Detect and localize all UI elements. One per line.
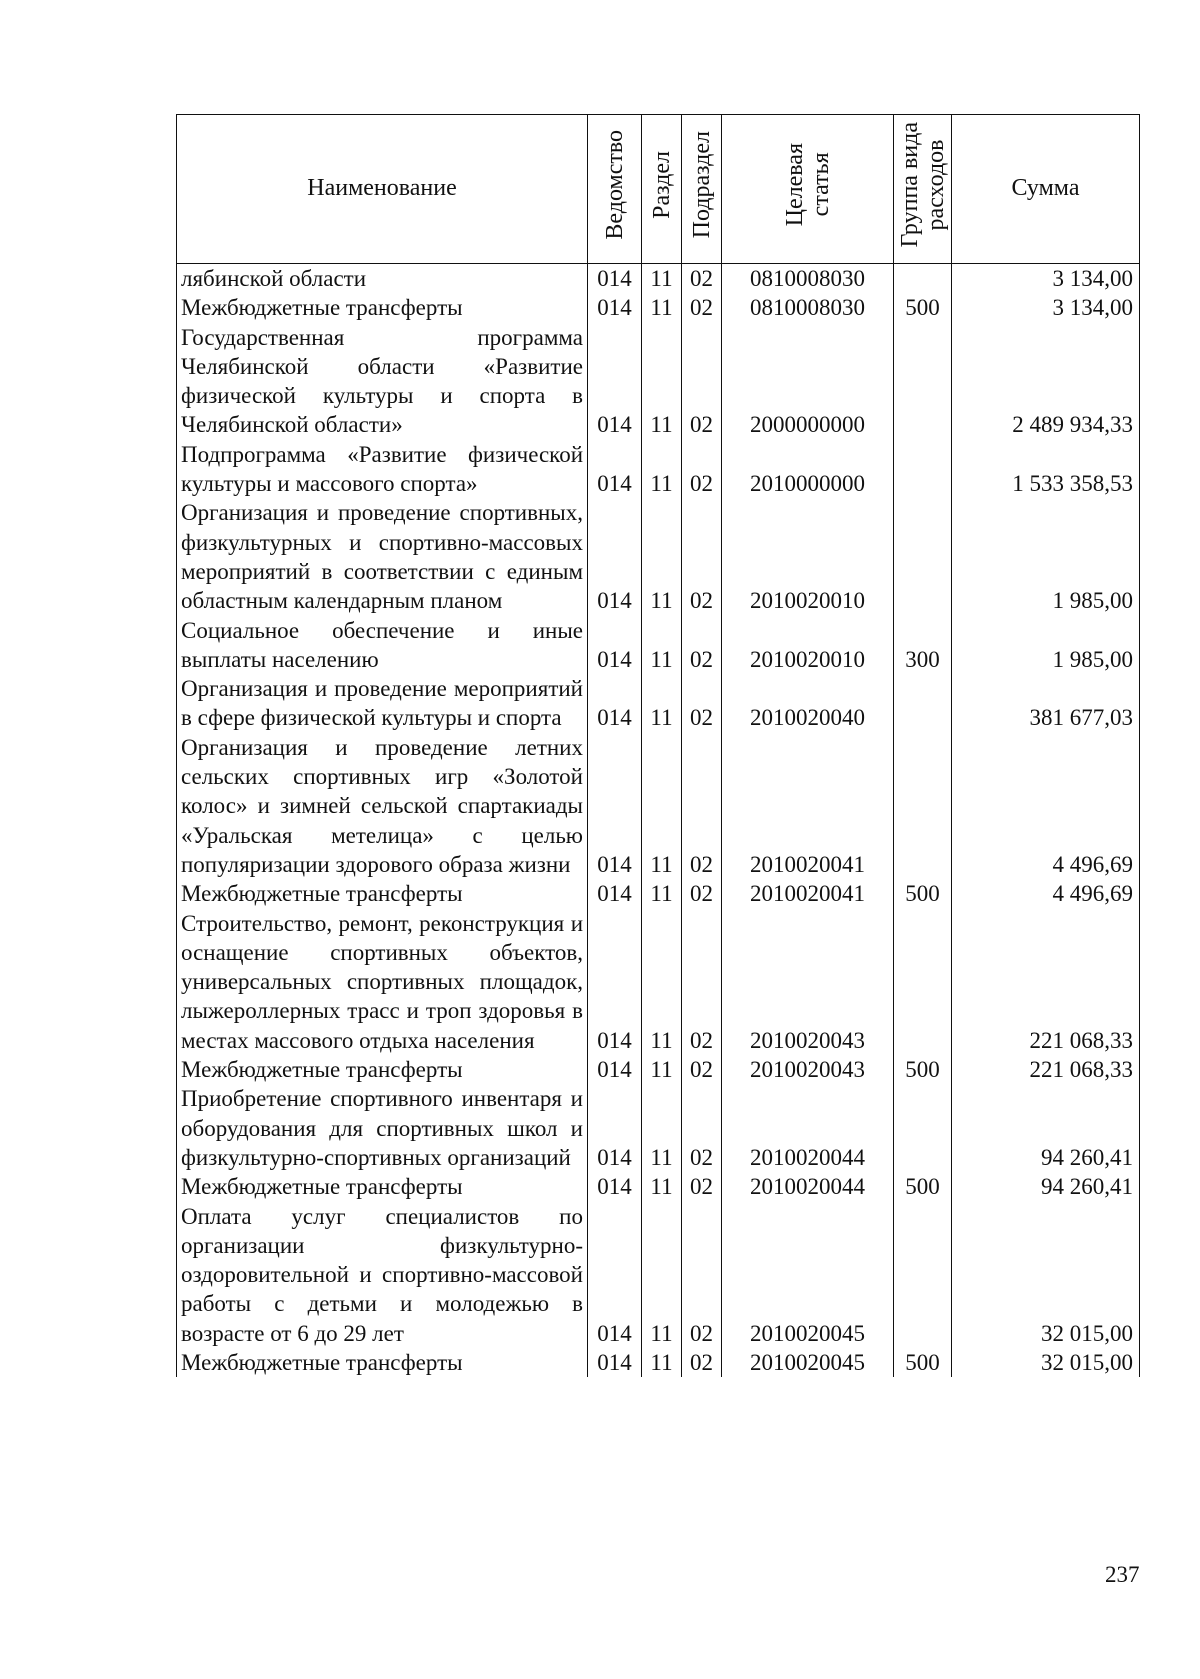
row-department: 014 [588, 1084, 642, 1172]
row-expense-group [894, 909, 952, 1055]
row-department: 014 [588, 1348, 642, 1377]
budget-table [176, 114, 1140, 1377]
row-name: Межбюджетные трансферты [177, 293, 588, 322]
header-subsection: Подраздел [682, 115, 722, 264]
row-target-item: 2010020040 [722, 674, 894, 733]
row-subsection: 02 [682, 440, 722, 499]
row-section: 11 [642, 323, 682, 440]
row-name: Межбюджетные трансферты [177, 1348, 588, 1377]
row-expense-group: 500 [894, 1172, 952, 1201]
row-department: 014 [588, 323, 642, 440]
row-department: 014 [588, 264, 642, 294]
row-target-item: 2010020041 [722, 879, 894, 908]
row-name: Организация и проведение спортивных, физкультурных и спортивно-массовых мероприятий в соответствии с единым областным календарным планом [177, 498, 588, 615]
row-section: 11 [642, 674, 682, 733]
row-target-item: 2010020044 [722, 1172, 894, 1201]
row-name: Приобретение спортивного инвентаря и оборудования для спортивных школ и физкультурно-спортивных организаций [177, 1084, 588, 1172]
row-subsection: 02 [682, 879, 722, 908]
row-department: 014 [588, 498, 642, 615]
row-subsection: 02 [682, 498, 722, 615]
row-name: Организация и проведение мероприятий в сфере физической культуры и спорта [177, 674, 588, 733]
row-section: 11 [642, 909, 682, 1055]
row-section: 11 [642, 1348, 682, 1377]
row-subsection: 02 [682, 323, 722, 440]
row-subsection: 02 [682, 909, 722, 1055]
table-row [177, 293, 1140, 322]
row-expense-group: 500 [894, 879, 952, 908]
row-name: Социальное обеспечение и иные выплаты населению [177, 616, 588, 675]
row-department: 014 [588, 1055, 642, 1084]
row-expense-group: 300 [894, 616, 952, 675]
row-expense-group: 500 [894, 1055, 952, 1084]
header-target-item: Целевая статья [722, 115, 894, 264]
row-amount: 3 134,00 [952, 293, 1140, 322]
row-amount: 32 015,00 [952, 1348, 1140, 1377]
row-subsection: 02 [682, 264, 722, 294]
row-target-item: 2010020043 [722, 1055, 894, 1084]
row-target-item: 2010020045 [722, 1348, 894, 1377]
header-section: Раздел [642, 115, 682, 264]
row-target-item: 2000000000 [722, 323, 894, 440]
table-row [177, 1172, 1140, 1201]
table-header-row [177, 115, 1140, 264]
row-name: Подпрограмма «Развитие физической культуры и массового спорта» [177, 440, 588, 499]
row-subsection: 02 [682, 1055, 722, 1084]
table-row [177, 674, 1140, 733]
row-target-item: 0810008030 [722, 264, 894, 294]
table-row [177, 323, 1140, 440]
table-row [177, 909, 1140, 1055]
row-expense-group [894, 1202, 952, 1348]
row-target-item: 2010020041 [722, 733, 894, 879]
header-expense-group: Группа вида расходов [894, 115, 952, 264]
row-section: 11 [642, 1172, 682, 1201]
row-section: 11 [642, 1055, 682, 1084]
row-department: 014 [588, 733, 642, 879]
row-expense-group: 500 [894, 1348, 952, 1377]
table-row [177, 498, 1140, 615]
row-subsection: 02 [682, 616, 722, 675]
row-amount: 32 015,00 [952, 1202, 1140, 1348]
row-amount: 1 985,00 [952, 498, 1140, 615]
row-expense-group [894, 323, 952, 440]
row-department: 014 [588, 1172, 642, 1201]
table-row [177, 1202, 1140, 1348]
row-expense-group [894, 440, 952, 499]
row-subsection: 02 [682, 1172, 722, 1201]
row-expense-group [894, 674, 952, 733]
row-target-item: 2010020043 [722, 909, 894, 1055]
row-section: 11 [642, 616, 682, 675]
row-department: 014 [588, 616, 642, 675]
row-target-item: 2010020010 [722, 498, 894, 615]
row-target-item: 2010020044 [722, 1084, 894, 1172]
row-amount: 94 260,41 [952, 1084, 1140, 1172]
row-amount: 221 068,33 [952, 1055, 1140, 1084]
row-name: Межбюджетные трансферты [177, 1172, 588, 1201]
row-name: Межбюджетные трансферты [177, 1055, 588, 1084]
row-amount: 221 068,33 [952, 909, 1140, 1055]
row-department: 014 [588, 1202, 642, 1348]
row-name: Оплата услуг специалистов по организации физкультурно-оздоровительной и спортивно-массовой работы с детьми и молодежью в возрасте от 6 до 29 лет [177, 1202, 588, 1348]
row-name: Организация и проведение летних сельских спортивных игр «Золотой колос» и зимней сельской спартакиады «Уральская метелица» с целью популяризации здорового образа жизни [177, 733, 588, 879]
row-section: 11 [642, 264, 682, 294]
row-name: лябинской области [177, 264, 588, 294]
row-amount: 3 134,00 [952, 264, 1140, 294]
table-body [177, 264, 1140, 1378]
row-target-item: 2010020010 [722, 616, 894, 675]
row-target-item: 0810008030 [722, 293, 894, 322]
row-department: 014 [588, 879, 642, 908]
row-name: Межбюджетные трансферты [177, 879, 588, 908]
row-department: 014 [588, 674, 642, 733]
table-row [177, 440, 1140, 499]
row-section: 11 [642, 293, 682, 322]
row-amount: 4 496,69 [952, 879, 1140, 908]
row-target-item: 2010000000 [722, 440, 894, 499]
table-row [177, 1084, 1140, 1172]
row-amount: 4 496,69 [952, 733, 1140, 879]
row-amount: 381 677,03 [952, 674, 1140, 733]
row-expense-group [894, 264, 952, 294]
row-amount: 1 985,00 [952, 616, 1140, 675]
header-department: Ведомство [588, 115, 642, 264]
table-row [177, 1348, 1140, 1377]
row-amount: 2 489 934,33 [952, 323, 1140, 440]
row-expense-group: 500 [894, 293, 952, 322]
row-section: 11 [642, 1084, 682, 1172]
row-subsection: 02 [682, 1084, 722, 1172]
header-name: Наименование [177, 115, 588, 264]
table-row [177, 616, 1140, 675]
header-amount: Сумма [952, 115, 1140, 264]
row-expense-group [894, 1084, 952, 1172]
row-subsection: 02 [682, 674, 722, 733]
page-number: 237 [1105, 1562, 1140, 1587]
row-expense-group [894, 498, 952, 615]
row-section: 11 [642, 1202, 682, 1348]
row-department: 014 [588, 440, 642, 499]
row-department: 014 [588, 293, 642, 322]
row-subsection: 02 [682, 1348, 722, 1377]
table-row [177, 264, 1140, 294]
row-name: Государственная программа Челябинской области «Развитие физической культуры и спорта в Челябинской области» [177, 323, 588, 440]
row-target-item: 2010020045 [722, 1202, 894, 1348]
row-section: 11 [642, 498, 682, 615]
row-section: 11 [642, 440, 682, 499]
row-amount: 94 260,41 [952, 1172, 1140, 1201]
row-subsection: 02 [682, 733, 722, 879]
table-row [177, 1055, 1140, 1084]
row-section: 11 [642, 733, 682, 879]
row-subsection: 02 [682, 293, 722, 322]
row-department: 014 [588, 909, 642, 1055]
row-section: 11 [642, 879, 682, 908]
table-row [177, 879, 1140, 908]
row-amount: 1 533 358,53 [952, 440, 1140, 499]
row-expense-group [894, 733, 952, 879]
table-row [177, 733, 1140, 879]
row-subsection: 02 [682, 1202, 722, 1348]
row-name: Строительство, ремонт, реконструкция и оснащение спортивных объектов, универсальных спортивных площадок, лыжероллерных трасс и троп здоровья в местах массового отдыха населения [177, 909, 588, 1055]
